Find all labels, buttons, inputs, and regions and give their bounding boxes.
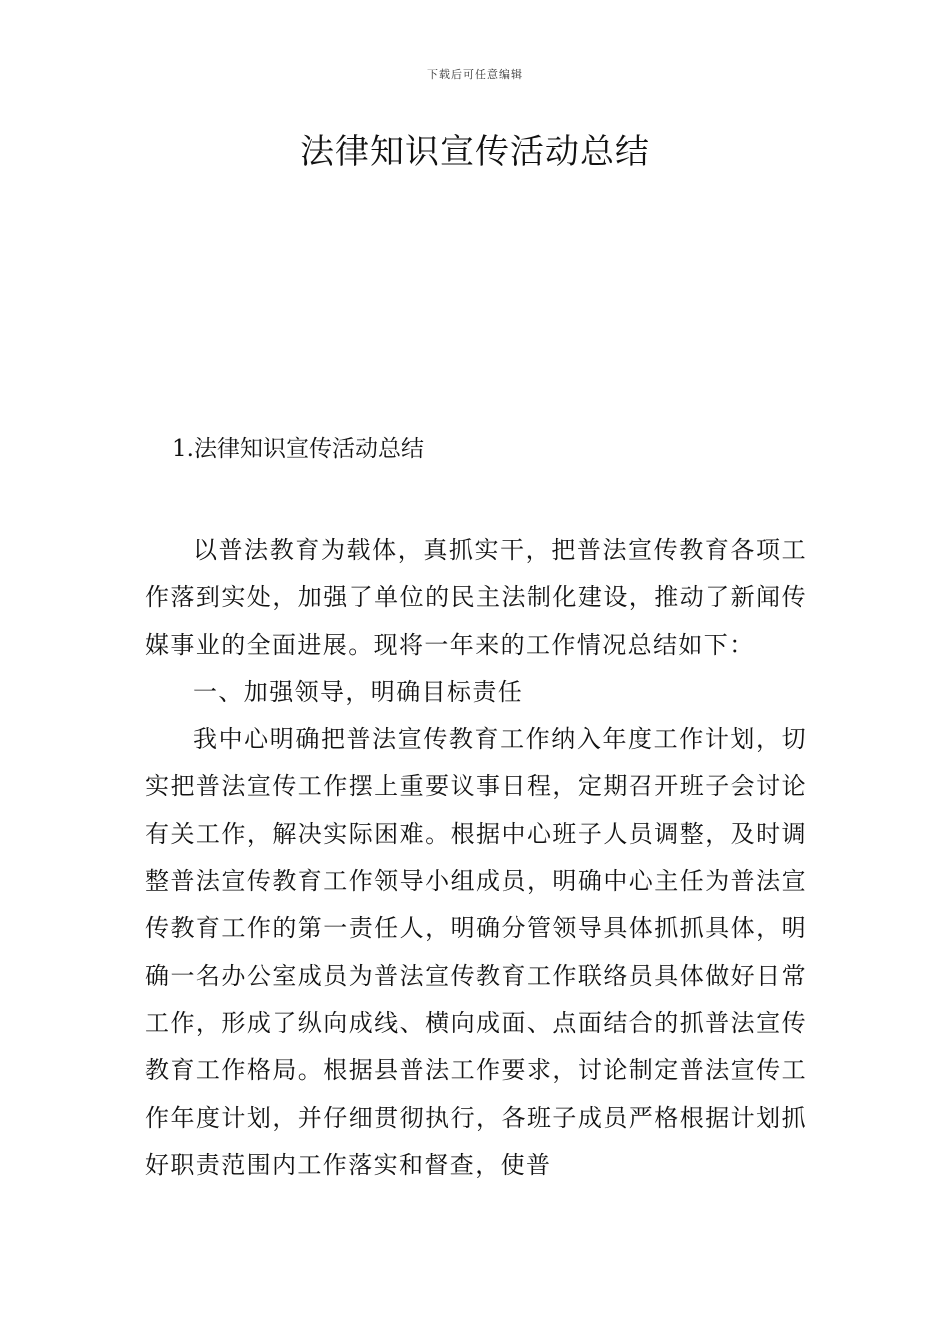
document-title: 法律知识宣传活动总结 <box>300 132 650 172</box>
subheading-leadership: 一、加强领导，明确目标责任 <box>193 677 524 706</box>
document-body <box>145 527 807 1189</box>
section-heading: 1.法律知识宣传活动总结 <box>172 436 424 462</box>
paragraph-intro: 以普法教育为载体，真抓实干，把普法宣传教育各项工作落到实处，加强了单位的民主法制化建设，推动了新闻传媒事业的全面进展。现将一年来的工作情况总结如下： <box>145 536 807 659</box>
paragraph-leadership: 我中心明确把普法宣传教育工作纳入年度工作计划，切实把普法宣传工作摆上重要议事日程，定期召开班子会讨论有关工作，解决实际困难。根据中心班子人员调整，及时调整普法宣传教育工作领导小组成员，明确中心主任为普法宣传教育工作的第一责任人，明确分管领导具体抓抓具体，明确一名办公室成员为普法宣传教育工作联络员具体做好日常工作，形成了纵向成线、横向成面、点面结合的抓普法宣传教育工作格局。根据县普法工作要求，讨论制定普法宣传工作年度计划，并仔细贯彻执行，各班子成员严格根据计划抓好职责范围内工作落实和督查，使普 <box>145 725 807 1179</box>
header-note: 下载后可任意编辑 <box>427 68 523 81</box>
